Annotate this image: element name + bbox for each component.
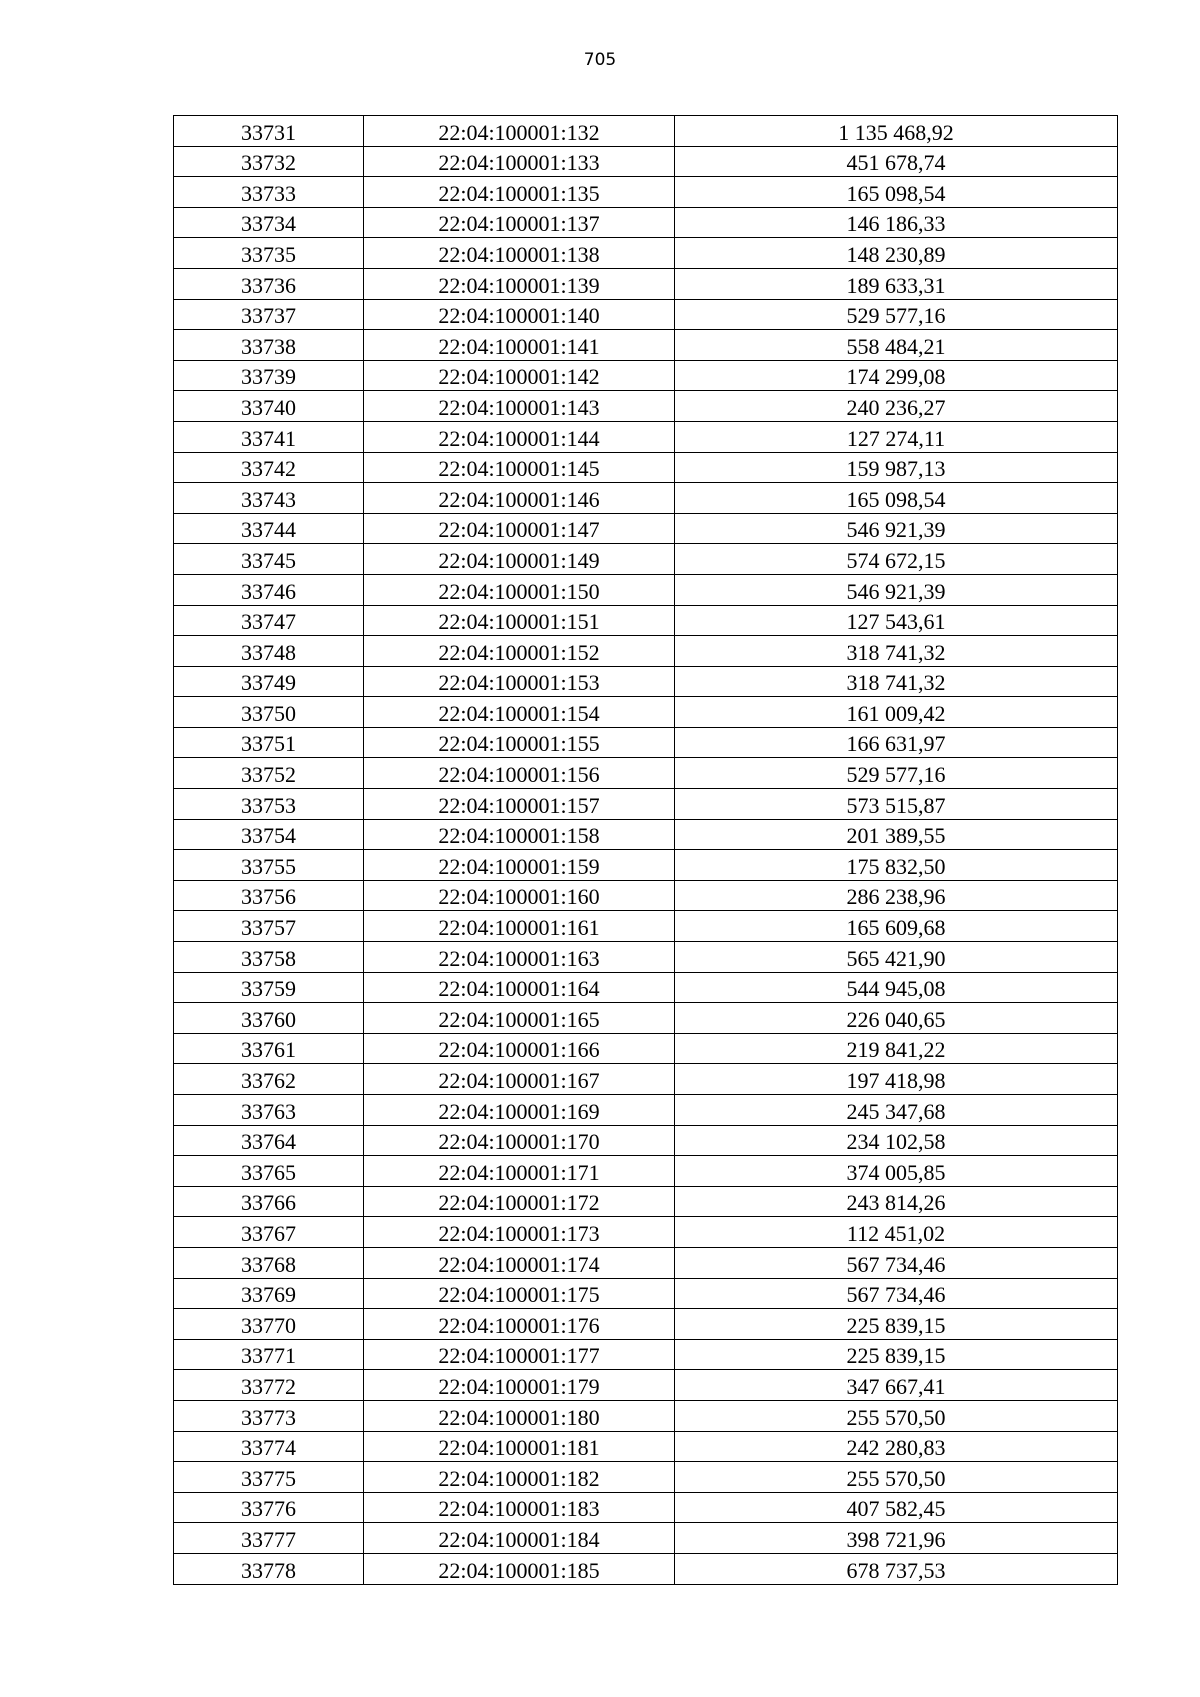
table-row [174,452,1118,483]
row-number-cell: 33765 [174,1156,364,1187]
cadastral-number-cell: 22:04:100001:177 [364,1339,675,1370]
cadastral-value-cell: 567 734,46 [675,1247,1118,1278]
row-number-cell: 33764 [174,1125,364,1156]
cadastral-value-cell: 161 009,42 [675,697,1118,728]
cadastral-number-cell: 22:04:100001:185 [364,1553,675,1584]
row-number-cell: 33755 [174,850,364,881]
cadastral-value-cell: 234 102,58 [675,1125,1118,1156]
cadastral-number-cell: 22:04:100001:153 [364,666,675,697]
table-row [174,513,1118,544]
table-row [174,360,1118,391]
cadastral-number-cell: 22:04:100001:141 [364,330,675,361]
table-row [174,1492,1118,1523]
table-row [174,1033,1118,1064]
table-row [174,1095,1118,1126]
table-row [174,1553,1118,1584]
cadastral-number-cell: 22:04:100001:158 [364,819,675,850]
cadastral-value-cell: 242 280,83 [675,1431,1118,1462]
row-number-cell: 33731 [174,116,364,147]
table-row [174,391,1118,422]
table-body [174,116,1118,1585]
table-row [174,1064,1118,1095]
cadastral-number-cell: 22:04:100001:157 [364,789,675,820]
cadastral-number-cell: 22:04:100001:164 [364,972,675,1003]
row-number-cell: 33742 [174,452,364,483]
page-number: 705 [583,50,617,70]
row-number-cell: 33750 [174,697,364,728]
cadastral-value-cell: 240 236,27 [675,391,1118,422]
cadastral-value-cell: 565 421,90 [675,942,1118,973]
row-number-cell: 33746 [174,574,364,605]
cadastral-number-cell: 22:04:100001:167 [364,1064,675,1095]
cadastral-number-cell: 22:04:100001:174 [364,1247,675,1278]
cadastral-number-cell: 22:04:100001:165 [364,1003,675,1034]
cadastral-value-cell: 197 418,98 [675,1064,1118,1095]
cadastral-value-cell: 1 135 468,92 [675,116,1118,147]
table-row [174,789,1118,820]
cadastral-number-cell: 22:04:100001:147 [364,513,675,544]
row-number-cell: 33737 [174,299,364,330]
cadastral-value-cell: 407 582,45 [675,1492,1118,1523]
cadastral-value-cell: 255 570,50 [675,1462,1118,1493]
cadastral-value-cell: 127 274,11 [675,421,1118,452]
table-row [174,727,1118,758]
cadastral-number-cell: 22:04:100001:163 [364,942,675,973]
row-number-cell: 33732 [174,146,364,177]
table-row [174,972,1118,1003]
cadastral-number-cell: 22:04:100001:160 [364,880,675,911]
table-row [174,1278,1118,1309]
table-row [174,1400,1118,1431]
row-number-cell: 33743 [174,483,364,514]
row-number-cell: 33763 [174,1095,364,1126]
row-number-cell: 33740 [174,391,364,422]
cadastral-number-cell: 22:04:100001:135 [364,177,675,208]
cadastral-number-cell: 22:04:100001:137 [364,207,675,238]
cadastral-value-cell: 243 814,26 [675,1186,1118,1217]
cadastral-value-cell: 201 389,55 [675,819,1118,850]
cadastral-number-cell: 22:04:100001:170 [364,1125,675,1156]
table-row [174,1370,1118,1401]
cadastral-number-cell: 22:04:100001:142 [364,360,675,391]
row-number-cell: 33735 [174,238,364,269]
cadastral-value-cell: 166 631,97 [675,727,1118,758]
cadastral-value-table [173,115,1118,1585]
table-row [174,850,1118,881]
table-row [174,483,1118,514]
cadastral-number-cell: 22:04:100001:172 [364,1186,675,1217]
row-number-cell: 33758 [174,942,364,973]
cadastral-number-cell: 22:04:100001:138 [364,238,675,269]
table-row [174,330,1118,361]
cadastral-number-cell: 22:04:100001:171 [364,1156,675,1187]
row-number-cell: 33736 [174,268,364,299]
table-row [174,207,1118,238]
table-row [174,605,1118,636]
row-number-cell: 33752 [174,758,364,789]
row-number-cell: 33762 [174,1064,364,1095]
row-number-cell: 33751 [174,727,364,758]
row-number-cell: 33753 [174,789,364,820]
cadastral-number-cell: 22:04:100001:182 [364,1462,675,1493]
cadastral-value-cell: 159 987,13 [675,452,1118,483]
cadastral-number-cell: 22:04:100001:132 [364,116,675,147]
cadastral-number-cell: 22:04:100001:179 [364,1370,675,1401]
table-row [174,268,1118,299]
cadastral-number-cell: 22:04:100001:181 [364,1431,675,1462]
table-row [174,942,1118,973]
cadastral-value-cell: 573 515,87 [675,789,1118,820]
row-number-cell: 33772 [174,1370,364,1401]
cadastral-value-cell: 374 005,85 [675,1156,1118,1187]
row-number-cell: 33761 [174,1033,364,1064]
table-row [174,911,1118,942]
cadastral-value-cell: 558 484,21 [675,330,1118,361]
cadastral-number-cell: 22:04:100001:173 [364,1217,675,1248]
cadastral-value-cell: 286 238,96 [675,880,1118,911]
row-number-cell: 33768 [174,1247,364,1278]
row-number-cell: 33767 [174,1217,364,1248]
cadastral-value-cell: 148 230,89 [675,238,1118,269]
cadastral-value-cell: 127 543,61 [675,605,1118,636]
cadastral-value-cell: 225 839,15 [675,1339,1118,1370]
table-row [174,1247,1118,1278]
row-number-cell: 33747 [174,605,364,636]
row-number-cell: 33741 [174,421,364,452]
table-row [174,1523,1118,1554]
table-row [174,666,1118,697]
cadastral-value-cell: 165 098,54 [675,483,1118,514]
cadastral-number-cell: 22:04:100001:140 [364,299,675,330]
table-row [174,1156,1118,1187]
cadastral-value-cell: 546 921,39 [675,574,1118,605]
row-number-cell: 33760 [174,1003,364,1034]
table-row [174,1309,1118,1340]
row-number-cell: 33739 [174,360,364,391]
cadastral-value-cell: 174 299,08 [675,360,1118,391]
row-number-cell: 33756 [174,880,364,911]
cadastral-value-cell: 347 667,41 [675,1370,1118,1401]
table-row [174,421,1118,452]
cadastral-number-cell: 22:04:100001:176 [364,1309,675,1340]
table-row [174,697,1118,728]
cadastral-value-cell: 245 347,68 [675,1095,1118,1126]
cadastral-value-cell: 451 678,74 [675,146,1118,177]
table-row [174,1339,1118,1370]
row-number-cell: 33733 [174,177,364,208]
cadastral-value-cell: 678 737,53 [675,1553,1118,1584]
cadastral-number-cell: 22:04:100001:149 [364,544,675,575]
cadastral-value-cell: 544 945,08 [675,972,1118,1003]
cadastral-value-cell: 398 721,96 [675,1523,1118,1554]
table-row [174,299,1118,330]
cadastral-value-cell: 146 186,33 [675,207,1118,238]
cadastral-number-cell: 22:04:100001:154 [364,697,675,728]
row-number-cell: 33744 [174,513,364,544]
cadastral-number-cell: 22:04:100001:139 [364,268,675,299]
cadastral-number-cell: 22:04:100001:144 [364,421,675,452]
table-row [174,819,1118,850]
cadastral-value-cell: 546 921,39 [675,513,1118,544]
cadastral-value-cell: 529 577,16 [675,299,1118,330]
cadastral-value-cell: 318 741,32 [675,636,1118,667]
row-number-cell: 33748 [174,636,364,667]
table-row [174,758,1118,789]
table-row [174,1125,1118,1156]
table-row [174,1462,1118,1493]
table-row [174,116,1118,147]
cadastral-number-cell: 22:04:100001:166 [364,1033,675,1064]
row-number-cell: 33766 [174,1186,364,1217]
row-number-cell: 33734 [174,207,364,238]
cadastral-number-cell: 22:04:100001:151 [364,605,675,636]
table-row [174,177,1118,208]
row-number-cell: 33771 [174,1339,364,1370]
row-number-cell: 33749 [174,666,364,697]
cadastral-number-cell: 22:04:100001:133 [364,146,675,177]
row-number-cell: 33754 [174,819,364,850]
row-number-cell: 33770 [174,1309,364,1340]
row-number-cell: 33774 [174,1431,364,1462]
table-row [174,238,1118,269]
cadastral-value-cell: 255 570,50 [675,1400,1118,1431]
cadastral-number-cell: 22:04:100001:169 [364,1095,675,1126]
row-number-cell: 33738 [174,330,364,361]
row-number-cell: 33778 [174,1553,364,1584]
cadastral-number-cell: 22:04:100001:150 [364,574,675,605]
table-row [174,1003,1118,1034]
cadastral-value-cell: 226 040,65 [675,1003,1118,1034]
cadastral-number-cell: 22:04:100001:175 [364,1278,675,1309]
cadastral-value-cell: 318 741,32 [675,666,1118,697]
cadastral-value-cell: 225 839,15 [675,1309,1118,1340]
row-number-cell: 33776 [174,1492,364,1523]
cadastral-number-cell: 22:04:100001:180 [364,1400,675,1431]
cadastral-value-cell: 112 451,02 [675,1217,1118,1248]
cadastral-value-cell: 165 098,54 [675,177,1118,208]
cadastral-value-cell: 165 609,68 [675,911,1118,942]
cadastral-number-cell: 22:04:100001:145 [364,452,675,483]
row-number-cell: 33773 [174,1400,364,1431]
table-row [174,636,1118,667]
cadastral-number-cell: 22:04:100001:143 [364,391,675,422]
cadastral-value-cell: 219 841,22 [675,1033,1118,1064]
row-number-cell: 33777 [174,1523,364,1554]
table-row [174,544,1118,575]
row-number-cell: 33769 [174,1278,364,1309]
cadastral-value-cell: 529 577,16 [675,758,1118,789]
row-number-cell: 33759 [174,972,364,1003]
cadastral-number-cell: 22:04:100001:159 [364,850,675,881]
cadastral-value-cell: 189 633,31 [675,268,1118,299]
cadastral-number-cell: 22:04:100001:183 [364,1492,675,1523]
cadastral-number-cell: 22:04:100001:146 [364,483,675,514]
table-row [174,880,1118,911]
cadastral-number-cell: 22:04:100001:161 [364,911,675,942]
table-row [174,1431,1118,1462]
table-row [174,146,1118,177]
table-row [174,1186,1118,1217]
table-row [174,574,1118,605]
cadastral-number-cell: 22:04:100001:184 [364,1523,675,1554]
cadastral-number-cell: 22:04:100001:156 [364,758,675,789]
cadastral-value-cell: 574 672,15 [675,544,1118,575]
table-row [174,1217,1118,1248]
row-number-cell: 33775 [174,1462,364,1493]
cadastral-number-cell: 22:04:100001:155 [364,727,675,758]
cadastral-value-cell: 567 734,46 [675,1278,1118,1309]
row-number-cell: 33757 [174,911,364,942]
cadastral-value-cell: 175 832,50 [675,850,1118,881]
cadastral-number-cell: 22:04:100001:152 [364,636,675,667]
row-number-cell: 33745 [174,544,364,575]
